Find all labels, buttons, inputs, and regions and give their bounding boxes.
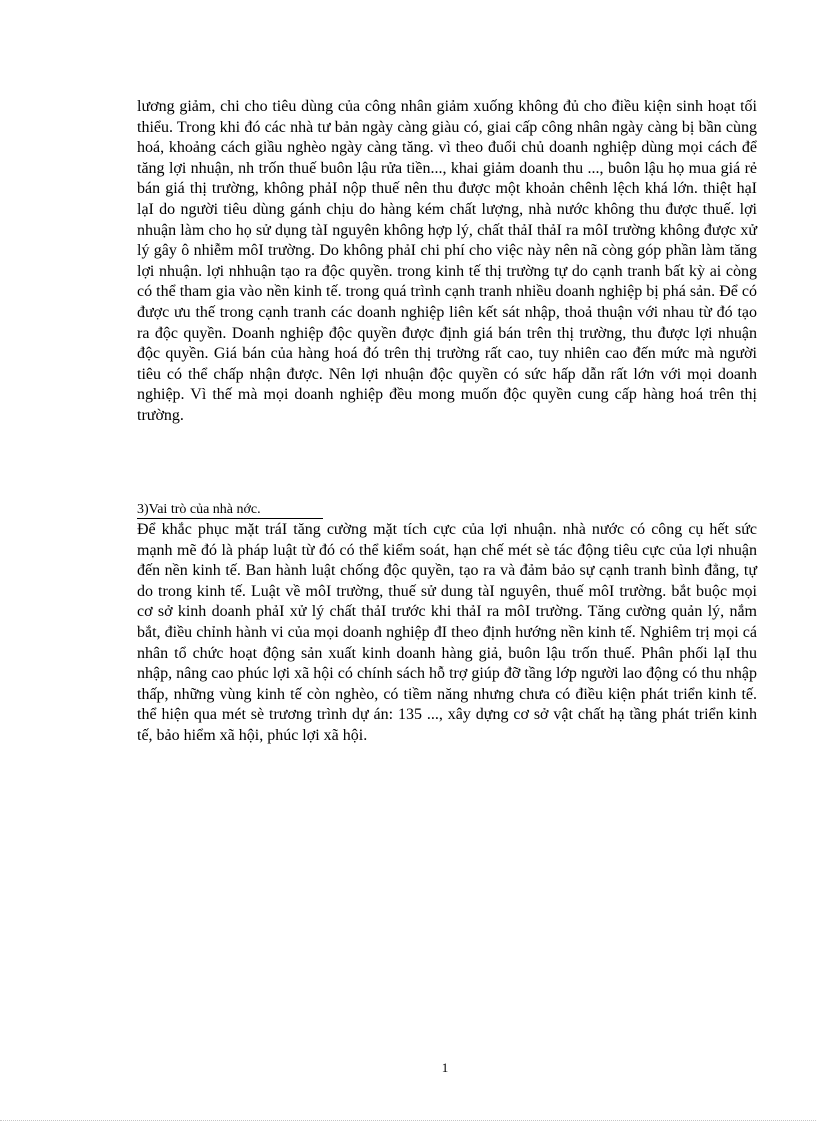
section-heading-state-role: 3)Vai trò của nhà nớc. bbox=[137, 502, 261, 517]
paragraph-state-role: Để khắc phục mặt tráI tăng cường mặt tích cực của lợi nhuận. nhà nước có công cụ hết sức mạnh mẽ đó là pháp luật từ đó có thể kiểm soát, hạn chế mét sè tác động tiêu cực của lợi nhuận đến nền kinh tế. Ban hành luật chống độc quyền, tạo ra và đảm bảo sự cạnh tranh bình đẳng, tự do trong kinh tế. Luật về môI trường, thuế sử dung tàI nguyên, thuế môI trường. bắt buộc mọi cơ sở kinh doanh phảI xử lý chất thảI trước khi thảI ra môI trường. Tăng cường quản lý, nắm bắt, điều chỉnh hành vi của mọi doanh nghiệp đI theo định hướng nền kinh tế. Nghiêm trị mọi cá nhân tổ chức hoạt động sản xuất kinh doanh hàng giả, buôn lậu trốn thuế. Phân phối lạI thu nhập, nâng cao phúc lợi xã hội có chính sách hỗ trợ giúp đỡ tầng lớp người lao động có thu nhập thấp, những vùng kinh tế còn nghèo, có tiềm năng nhưng chưa có điều kiện phát triển kinh tế. thể hiện qua mét sè trương trình dự án: 135 ..., xây dựng cơ sở vật chất hạ tầng phát triển kinh tế, bảo hiểm xã hội, phúc lợi xã hội. bbox=[137, 521, 757, 744]
paragraph-profit-effects: lương giảm, chi cho tiêu dùng của công nhân giảm xuống không đủ cho điều kiện sinh hoạt tối thiểu. Trong khi đó các nhà tư bản ngày càng giàu có, giai cấp công nhân ngày càng bị bần cùng hoá, khoảng cách giầu nghèo ngày càng tăng. vì theo đuổi chủ doanh nghiệp dùng mọi cách để tăng lợi nhuận, nh trốn thuế buôn lậu rửa tiền..., khai giảm doanh thu ..., buôn lậu họ mua giá rẻ bán giá thị trường, không phảI nộp thuế nên thu được một khoản chênh lệch khá lớn. thiệt hạI lạI do người tiêu dùng gánh chịu do hàng kém chất lượng, nhà nước không thu được thuế. lợi nhuận làm cho họ sử dụng tàI nguyên không hợp lý, chất thảI thảI ra môI trường không được xử lý gây ô nhiễm môI trường. Do không phảI chi phí cho việc này nên nã còng góp phần làm tăng lợi nhuận. lợi nhhuận tạo ra độc quyền. trong kinh tế thị trường tự do cạnh tranh bất kỳ ai còng có thể tham gia vào nền kinh tế. trong quá trình cạnh tranh nhiều doanh nghiệp bị phá sản. Để có được ưu thế trong cạnh tranh các doanh nghiệp liên kết sát nhập, thoả thuận với nhau từ đó tạo ra độc quyền. Doanh nghiệp độc quyền được định giá bán trên thị trường, thu được lợi nhuận độc quyền. Giá bán của hàng hoá đó trên thị trường rất cao, tuy nhiên cao đến mức mà người tiêu có thể chấp nhận được. Nên lợi nhuận độc quyền có sức hấp dẫn rất lớn với mọi doanh nghiệp. Vì thế mà mọi doanh nghiệp đều mong muốn độc quyền cung cấp hàng hoá trên thị trường. bbox=[137, 98, 757, 424]
page-bottom-divider bbox=[0, 1120, 816, 1121]
page-number: 1 bbox=[441, 1060, 449, 1075]
heading-underline bbox=[137, 518, 323, 519]
